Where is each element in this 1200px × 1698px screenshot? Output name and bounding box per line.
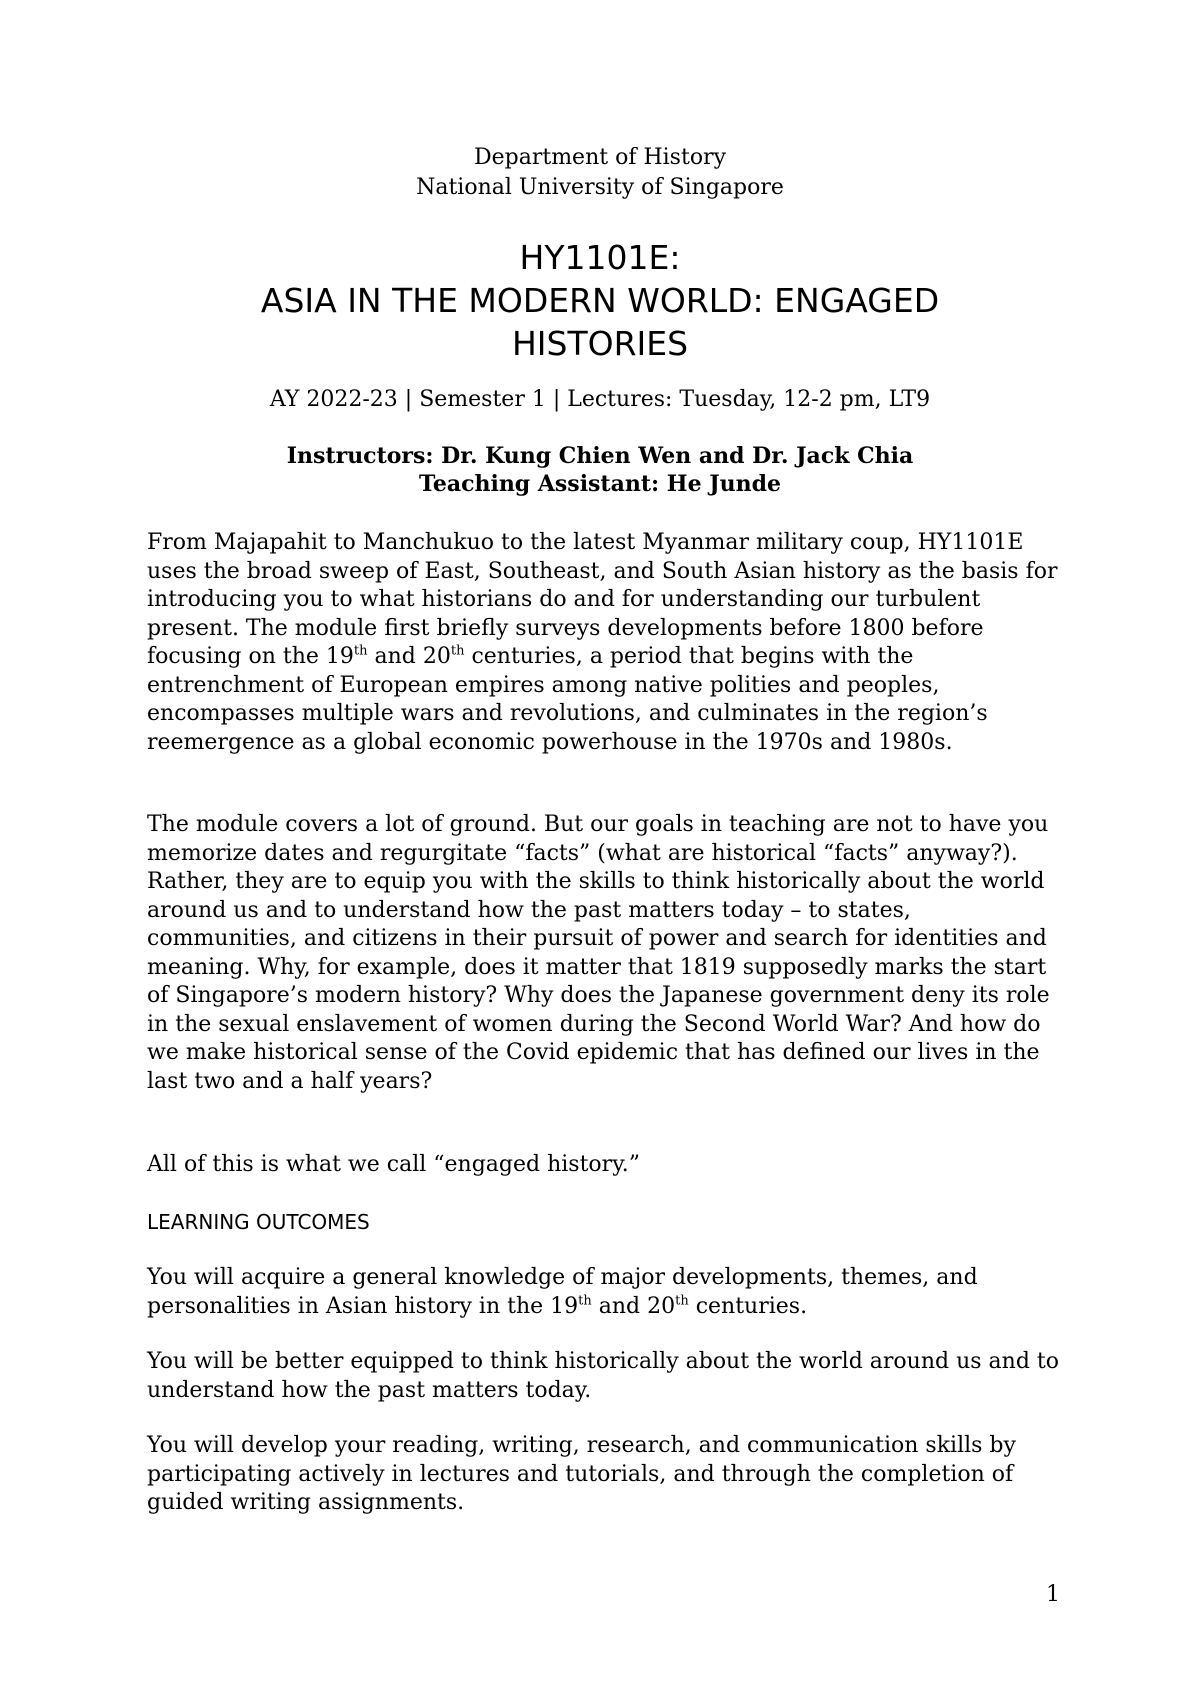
department-header: [147, 143, 1053, 203]
instructors: Instructors: Dr. Kung Chien Wen and Dr. Jack Chia: [286, 443, 914, 469]
superscript-th: th: [675, 1293, 689, 1309]
course-schedule: AY 2022-23 | Semester 1 | Lectures: Tuesday, 12-2 pm, LT9: [269, 387, 931, 412]
intro-paragraph-1-text-a: From Majapahit to Manchukuo to the latest Myanmar military coup, HY1101E uses the broad sweep of East, Southeast, and South Asian history as the basis for introducing you to what historians do and for understanding our turbulent present. The module first briefly surveys developments before 1800 before focusing on the 19: [147, 530, 1058, 669]
teaching-staff: [147, 442, 1053, 498]
superscript-th: th: [578, 1293, 592, 1309]
learning-outcomes-heading: LEARNING OUTCOMES: [147, 1210, 370, 1234]
learning-outcome-2: You will be better equipped to think historically about the world around us and to understand how the past matters today.: [147, 1349, 1059, 1403]
intro-paragraph-1-text-c: centuries, a period that begins with the entrenchment of European empires among native polities and peoples, encompasses multiple wars and revolutions, and culminates in the region’s reemergence as a global economic powerhouse in the 1970s and 1980s.: [147, 644, 988, 755]
intro-paragraph-2: The module covers a lot of ground. But our goals in teaching are not to have you memorize dates and regurgitate “facts” (what are historical “facts” anyway?). Rather, they are to equip you with the skills to think historically about the world around us and to understand how the past matters today – to states, communities, and citizens in their pursuit of power and search for identities and meaning. Why, for example, does it matter that 1819 supposedly marks the start of Singapore’s modern history? Why does the Japanese government deny its role in the sexual enslavement of women during the Second World War? And how do we make historical sense of the Covid epidemic that has defined our lives in the last two and a half years?: [147, 812, 1050, 1094]
intro-paragraph-1: [147, 529, 1067, 757]
superscript-th: th: [450, 643, 465, 659]
teaching-assistant: Teaching Assistant: He Junde: [418, 471, 782, 497]
learning-outcome-3: You will develop your reading, writing, research, and communication skills by participating actively in lectures and tutorials, and through the completion of guided writing assignments.: [147, 1433, 1016, 1515]
learning-outcome-1-text-c: centuries.: [688, 1293, 808, 1319]
course-code: HY1101E:: [519, 238, 681, 277]
department-name: Department of History: [473, 145, 727, 170]
learning-outcome-1-text-b: and 20: [591, 1293, 676, 1319]
intro-paragraph-1-text-b: and 20: [367, 644, 451, 669]
intro-paragraph-3: All of this is what we call “engaged history.”: [147, 1152, 640, 1177]
page-number: 1: [1046, 1582, 1060, 1607]
course-title-line-1: ASIA IN THE MODERN WORLD: ENGAGED: [260, 281, 940, 320]
university-name: National University of Singapore: [416, 175, 784, 200]
learning-outcome-1-text-a: You will acquire a general knowledge of major developments, themes, and personalities in Asian history in the 19: [147, 1265, 978, 1319]
learning-outcome-1: [147, 1264, 1067, 1321]
course-title-block: [147, 236, 1053, 365]
course-title-line-2: HISTORIES: [511, 324, 689, 363]
superscript-th: th: [353, 643, 368, 659]
